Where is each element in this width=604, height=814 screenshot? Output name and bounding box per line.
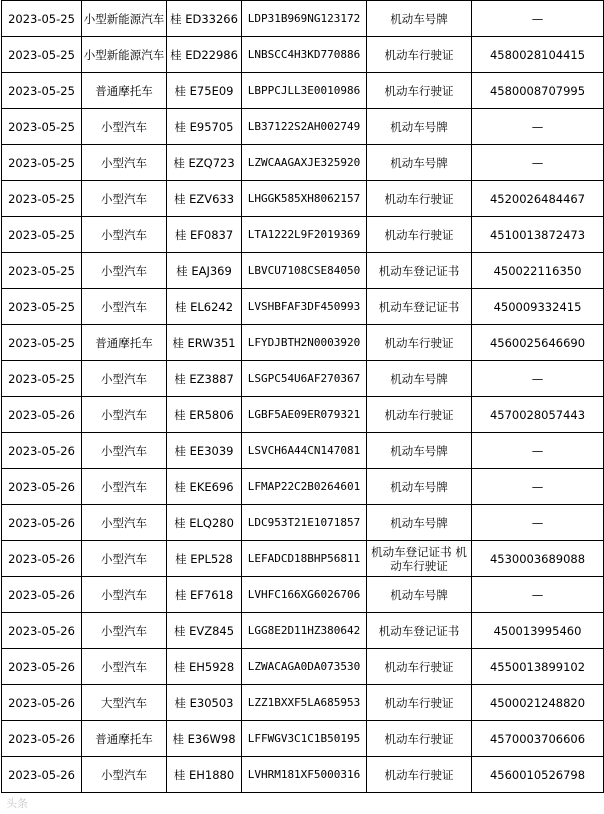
document-type-cell: 机动车行驶证 bbox=[367, 685, 472, 721]
date-cell: 2023-05-26 bbox=[2, 433, 82, 469]
vehicle-type-cell: 小型汽车 bbox=[82, 289, 167, 325]
table-row bbox=[2, 37, 604, 73]
date-cell: 2023-05-26 bbox=[2, 649, 82, 685]
document-type-cell: 机动车号牌 bbox=[367, 469, 472, 505]
table-row bbox=[2, 289, 604, 325]
vehicle-type-cell: 小型汽车 bbox=[82, 433, 167, 469]
table-row bbox=[2, 1, 604, 37]
table-row bbox=[2, 541, 604, 577]
vin-cell: LSVCH6A44CN147081 bbox=[242, 433, 367, 469]
table-row bbox=[2, 721, 604, 757]
plate-cell: 桂 ER5806 bbox=[167, 397, 242, 433]
plate-cell: 桂 ED33266 bbox=[167, 1, 242, 37]
date-cell: 2023-05-26 bbox=[2, 685, 82, 721]
plate-cell: 桂 EL6242 bbox=[167, 289, 242, 325]
plate-cell: 桂 E30503 bbox=[167, 685, 242, 721]
vin-cell: LB37122S2AH002749 bbox=[242, 109, 367, 145]
vin-cell: LVSHBFAF3DF450993 bbox=[242, 289, 367, 325]
date-cell: 2023-05-25 bbox=[2, 109, 82, 145]
vehicle-type-cell: 小型汽车 bbox=[82, 577, 167, 613]
table-row bbox=[2, 217, 604, 253]
vehicle-type-cell: 小型新能源汽车 bbox=[82, 1, 167, 37]
document-type-cell: 机动车行驶证 bbox=[367, 649, 472, 685]
table-row bbox=[2, 145, 604, 181]
date-cell: 2023-05-25 bbox=[2, 289, 82, 325]
vin-cell: LDC953T21E1071857 bbox=[242, 505, 367, 541]
vehicle-type-cell: 小型汽车 bbox=[82, 469, 167, 505]
table-row bbox=[2, 505, 604, 541]
date-cell: 2023-05-25 bbox=[2, 1, 82, 37]
vin-cell: LZZ1BXXF5LA685953 bbox=[242, 685, 367, 721]
vehicle-type-cell: 小型汽车 bbox=[82, 145, 167, 181]
document-type-cell: 机动车号牌 bbox=[367, 145, 472, 181]
date-cell: 2023-05-26 bbox=[2, 505, 82, 541]
document-type-cell: 机动车登记证书 bbox=[367, 613, 472, 649]
plate-cell: 桂 EAJ369 bbox=[167, 253, 242, 289]
vehicle-type-cell: 小型汽车 bbox=[82, 649, 167, 685]
document-type-cell: 机动车号牌 bbox=[367, 505, 472, 541]
vehicle-type-cell: 普通摩托车 bbox=[82, 721, 167, 757]
vehicle-type-cell: 小型新能源汽车 bbox=[82, 37, 167, 73]
document-number-cell: 450013995460 bbox=[472, 613, 604, 649]
document-type-cell: 机动车行驶证 bbox=[367, 757, 472, 793]
date-cell: 2023-05-26 bbox=[2, 721, 82, 757]
table-row bbox=[2, 253, 604, 289]
document-type-cell: 机动车登记证书 机动车行驶证 bbox=[367, 541, 472, 577]
vehicle-type-cell: 小型汽车 bbox=[82, 181, 167, 217]
document-number-cell: 450009332415 bbox=[472, 289, 604, 325]
document-number-cell: — bbox=[472, 433, 604, 469]
document-type-cell: 机动车登记证书 bbox=[367, 289, 472, 325]
vin-cell: LVHFC166XG6026706 bbox=[242, 577, 367, 613]
document-type-cell: 机动车号牌 bbox=[367, 109, 472, 145]
date-cell: 2023-05-25 bbox=[2, 361, 82, 397]
plate-cell: 桂 EZ3887 bbox=[167, 361, 242, 397]
watermark: 头条 bbox=[6, 798, 28, 810]
plate-cell: 桂 E75E09 bbox=[167, 73, 242, 109]
plate-cell: 桂 EH5928 bbox=[167, 649, 242, 685]
vehicle-type-cell: 小型汽车 bbox=[82, 505, 167, 541]
plate-cell: 桂 EE3039 bbox=[167, 433, 242, 469]
vin-cell: LSGPC54U6AF270367 bbox=[242, 361, 367, 397]
vehicle-type-cell: 小型汽车 bbox=[82, 253, 167, 289]
vehicle-type-cell: 小型汽车 bbox=[82, 541, 167, 577]
table-row bbox=[2, 361, 604, 397]
plate-cell: 桂 EKE696 bbox=[167, 469, 242, 505]
vin-cell: LVHRM181XF5000316 bbox=[242, 757, 367, 793]
table-row bbox=[2, 649, 604, 685]
plate-cell: 桂 EVZ845 bbox=[167, 613, 242, 649]
table-row bbox=[2, 613, 604, 649]
table-row bbox=[2, 109, 604, 145]
vin-cell: LBVCU7108CSE84050 bbox=[242, 253, 367, 289]
document-number-cell: — bbox=[472, 1, 604, 37]
date-cell: 2023-05-25 bbox=[2, 325, 82, 361]
vin-cell: LFFWGV3C1C1B50195 bbox=[242, 721, 367, 757]
document-number-cell: — bbox=[472, 145, 604, 181]
vin-cell: LZWCAAGAXJE325920 bbox=[242, 145, 367, 181]
records-table-body bbox=[2, 1, 604, 793]
table-row bbox=[2, 469, 604, 505]
table-row bbox=[2, 181, 604, 217]
document-type-cell: 机动车行驶证 bbox=[367, 73, 472, 109]
date-cell: 2023-05-25 bbox=[2, 37, 82, 73]
vin-cell: LDP31B969NG123172 bbox=[242, 1, 367, 37]
vin-cell: LHGGK585XH8062157 bbox=[242, 181, 367, 217]
date-cell: 2023-05-26 bbox=[2, 541, 82, 577]
table-row bbox=[2, 397, 604, 433]
document-type-cell: 机动车号牌 bbox=[367, 433, 472, 469]
document-number-cell: — bbox=[472, 577, 604, 613]
date-cell: 2023-05-26 bbox=[2, 469, 82, 505]
document-number-cell: — bbox=[472, 109, 604, 145]
date-cell: 2023-05-26 bbox=[2, 577, 82, 613]
date-cell: 2023-05-25 bbox=[2, 73, 82, 109]
document-type-cell: 机动车号牌 bbox=[367, 577, 472, 613]
document-number-cell: 4580028104415 bbox=[472, 37, 604, 73]
document-number-cell: — bbox=[472, 505, 604, 541]
document-number-cell: 4500021248820 bbox=[472, 685, 604, 721]
document-type-cell: 机动车行驶证 bbox=[367, 181, 472, 217]
plate-cell: 桂 EZV633 bbox=[167, 181, 242, 217]
date-cell: 2023-05-26 bbox=[2, 757, 82, 793]
plate-cell: 桂 EPL528 bbox=[167, 541, 242, 577]
vin-cell: LFYDJBTH2N0003920 bbox=[242, 325, 367, 361]
date-cell: 2023-05-25 bbox=[2, 217, 82, 253]
table-row bbox=[2, 685, 604, 721]
plate-cell: 桂 ED22986 bbox=[167, 37, 242, 73]
document-number-cell: 4560010526798 bbox=[472, 757, 604, 793]
document-number-cell: 450022116350 bbox=[472, 253, 604, 289]
date-cell: 2023-05-26 bbox=[2, 613, 82, 649]
vehicle-type-cell: 普通摩托车 bbox=[82, 325, 167, 361]
date-cell: 2023-05-25 bbox=[2, 181, 82, 217]
document-number-cell: 4550013899102 bbox=[472, 649, 604, 685]
vehicle-type-cell: 小型汽车 bbox=[82, 397, 167, 433]
plate-cell: 桂 EH1880 bbox=[167, 757, 242, 793]
vehicle-type-cell: 小型汽车 bbox=[82, 613, 167, 649]
plate-cell: 桂 EZQ723 bbox=[167, 145, 242, 181]
document-number-cell: 4580008707995 bbox=[472, 73, 604, 109]
vehicle-type-cell: 小型汽车 bbox=[82, 217, 167, 253]
document-number-cell: — bbox=[472, 469, 604, 505]
document-type-cell: 机动车号牌 bbox=[367, 1, 472, 37]
document-type-cell: 机动车行驶证 bbox=[367, 37, 472, 73]
vin-cell: LFMAP22C2B0264601 bbox=[242, 469, 367, 505]
vin-cell: LGBF5AE09ER079321 bbox=[242, 397, 367, 433]
plate-cell: 桂 E95705 bbox=[167, 109, 242, 145]
document-type-cell: 机动车行驶证 bbox=[367, 397, 472, 433]
table-row bbox=[2, 433, 604, 469]
plate-cell: 桂 ELQ280 bbox=[167, 505, 242, 541]
vehicle-type-cell: 大型汽车 bbox=[82, 685, 167, 721]
plate-cell: 桂 E36W98 bbox=[167, 721, 242, 757]
document-number-cell: 4520026484467 bbox=[472, 181, 604, 217]
records-table bbox=[1, 0, 604, 793]
plate-cell: 桂 ERW351 bbox=[167, 325, 242, 361]
vehicle-type-cell: 小型汽车 bbox=[82, 757, 167, 793]
document-number-cell: 4560025646690 bbox=[472, 325, 604, 361]
table-row bbox=[2, 757, 604, 793]
document-number-cell: 4570003706606 bbox=[472, 721, 604, 757]
vin-cell: LZWACAGA0DA073530 bbox=[242, 649, 367, 685]
plate-cell: 桂 EF7618 bbox=[167, 577, 242, 613]
table-row bbox=[2, 577, 604, 613]
date-cell: 2023-05-25 bbox=[2, 145, 82, 181]
document-number-cell: 4530003689088 bbox=[472, 541, 604, 577]
vehicle-type-cell: 小型汽车 bbox=[82, 361, 167, 397]
vehicle-type-cell: 小型汽车 bbox=[82, 109, 167, 145]
vehicle-type-cell: 普通摩托车 bbox=[82, 73, 167, 109]
date-cell: 2023-05-25 bbox=[2, 253, 82, 289]
document-type-cell: 机动车行驶证 bbox=[367, 217, 472, 253]
table-row bbox=[2, 73, 604, 109]
vin-cell: LBPPCJLL3E0010986 bbox=[242, 73, 367, 109]
document-type-cell: 机动车行驶证 bbox=[367, 325, 472, 361]
vin-cell: LNBSCC4H3KD770886 bbox=[242, 37, 367, 73]
document-number-cell: 4510013872473 bbox=[472, 217, 604, 253]
document-number-cell: 4570028057443 bbox=[472, 397, 604, 433]
document-type-cell: 机动车号牌 bbox=[367, 361, 472, 397]
vin-cell: LEFADCD18BHP56811 bbox=[242, 541, 367, 577]
document-type-cell: 机动车行驶证 bbox=[367, 721, 472, 757]
plate-cell: 桂 EF0837 bbox=[167, 217, 242, 253]
date-cell: 2023-05-26 bbox=[2, 397, 82, 433]
vin-cell: LTA1222L9F2019369 bbox=[242, 217, 367, 253]
document-type-cell: 机动车登记证书 bbox=[367, 253, 472, 289]
document-number-cell: — bbox=[472, 361, 604, 397]
table-row bbox=[2, 325, 604, 361]
vin-cell: LGG8E2D11HZ380642 bbox=[242, 613, 367, 649]
